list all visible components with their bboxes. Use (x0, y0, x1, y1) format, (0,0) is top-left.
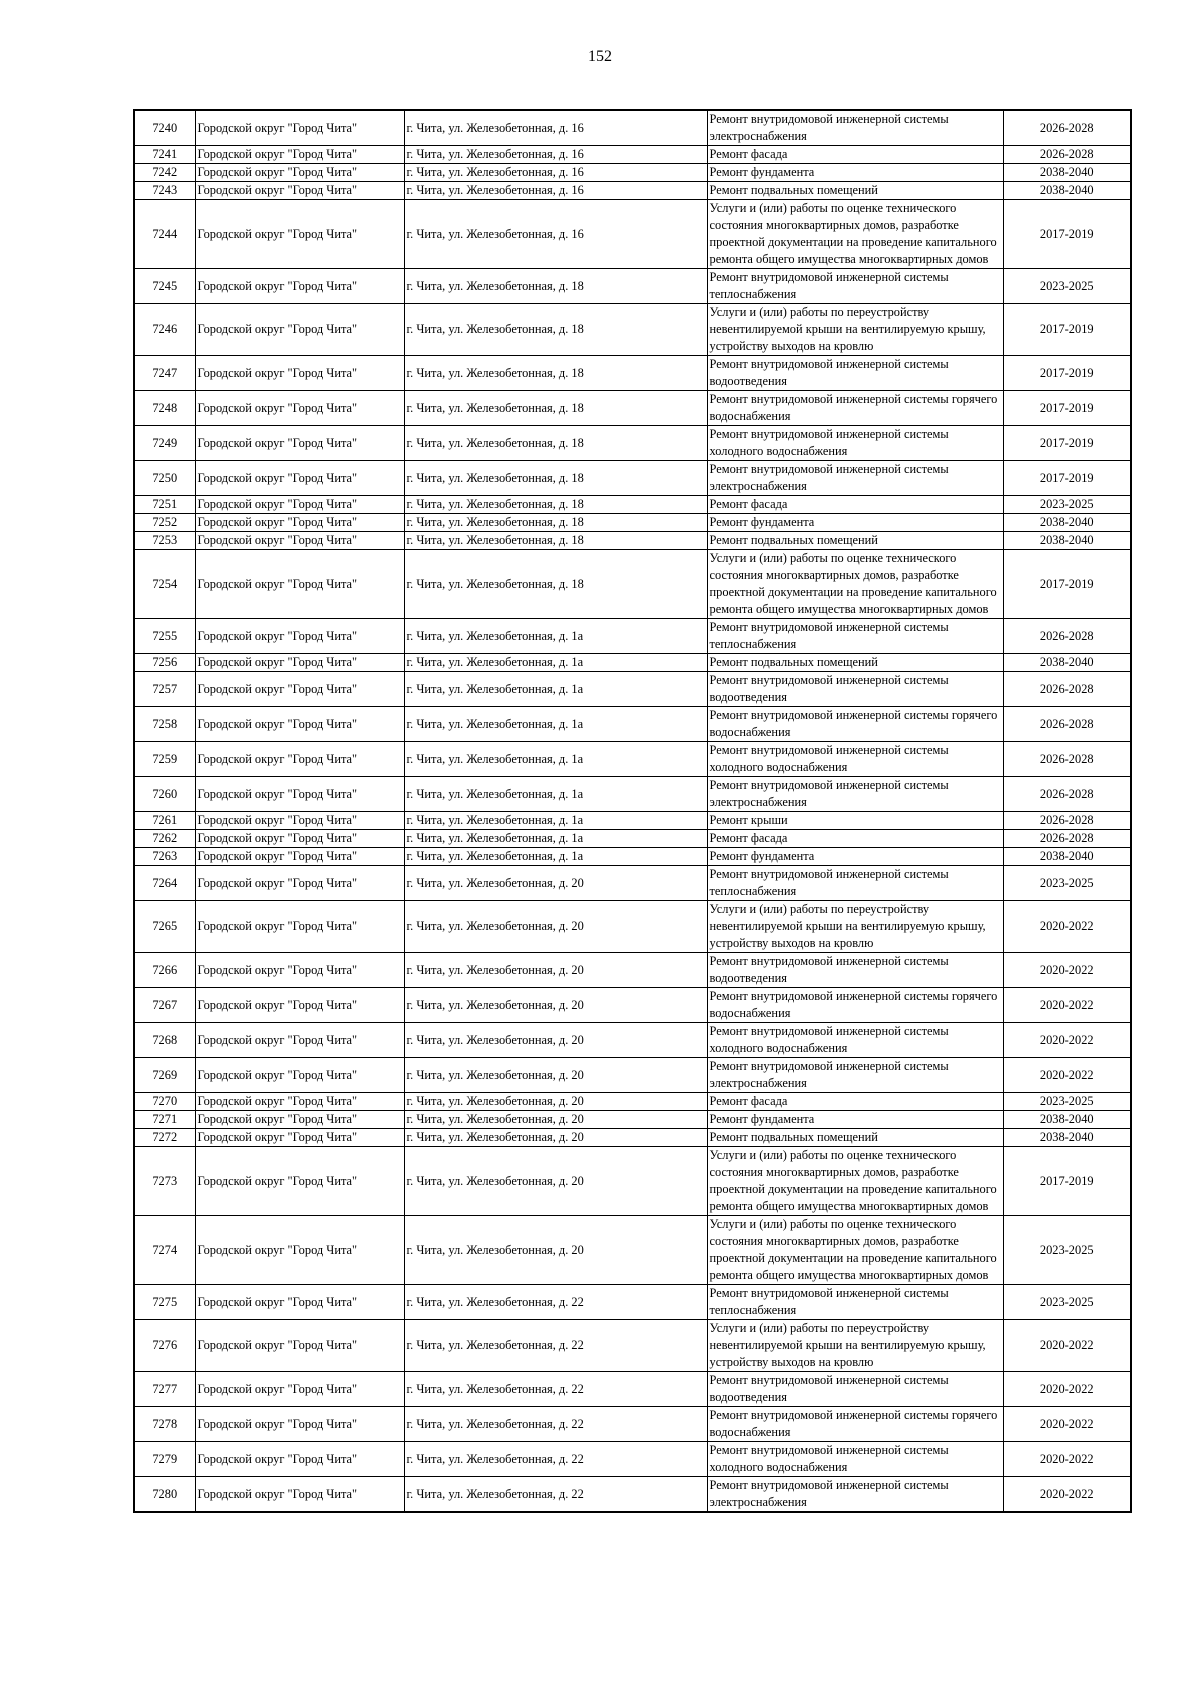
address-cell: г. Чита, ул. Железобетонная, д. 20 (404, 1129, 707, 1147)
table-row (134, 304, 1131, 356)
row-number: 7240 (134, 110, 195, 146)
row-number: 7261 (134, 812, 195, 830)
municipality-cell: Городской округ "Город Чита" (195, 619, 404, 654)
work-type-cell: Услуги и (или) работы по оценке технического состояния многоквартирных домов, разработке проектной документации на проведение капитального ремонта общего имущества многоквартирных домов (707, 1216, 1003, 1285)
address-cell: г. Чита, ул. Железобетонная, д. 20 (404, 1023, 707, 1058)
municipality-cell: Городской округ "Город Чита" (195, 356, 404, 391)
municipality-cell: Городской округ "Город Чита" (195, 1023, 404, 1058)
table-row (134, 146, 1131, 164)
table-row (134, 1111, 1131, 1129)
work-type-cell: Ремонт внутридомовой инженерной системы холодного водоснабжения (707, 742, 1003, 777)
row-number: 7254 (134, 550, 195, 619)
address-cell: г. Чита, ул. Железобетонная, д. 18 (404, 550, 707, 619)
table-row (134, 1093, 1131, 1111)
row-number: 7248 (134, 391, 195, 426)
period-cell: 2020-2022 (1003, 1477, 1131, 1513)
row-number: 7280 (134, 1477, 195, 1513)
address-cell: г. Чита, ул. Железобетонная, д. 20 (404, 901, 707, 953)
table-row (134, 812, 1131, 830)
table-row (134, 1285, 1131, 1320)
municipality-cell: Городской округ "Город Чита" (195, 146, 404, 164)
period-cell: 2038-2040 (1003, 182, 1131, 200)
row-number: 7247 (134, 356, 195, 391)
work-type-cell: Ремонт фундамента (707, 848, 1003, 866)
municipality-cell: Городской округ "Город Чита" (195, 514, 404, 532)
table-row (134, 269, 1131, 304)
period-cell: 2026-2028 (1003, 672, 1131, 707)
address-cell: г. Чита, ул. Железобетонная, д. 22 (404, 1320, 707, 1372)
row-number: 7265 (134, 901, 195, 953)
period-cell: 2017-2019 (1003, 461, 1131, 496)
row-number: 7256 (134, 654, 195, 672)
row-number: 7276 (134, 1320, 195, 1372)
row-number: 7241 (134, 146, 195, 164)
work-type-cell: Ремонт подвальных помещений (707, 532, 1003, 550)
table-row (134, 1147, 1131, 1216)
work-type-cell: Услуги и (или) работы по оценке технического состояния многоквартирных домов, разработке проектной документации на проведение капитального ремонта общего имущества многоквартирных домов (707, 550, 1003, 619)
municipality-cell: Городской округ "Город Чита" (195, 742, 404, 777)
row-number: 7279 (134, 1442, 195, 1477)
period-cell: 2023-2025 (1003, 866, 1131, 901)
table-row (134, 426, 1131, 461)
work-type-cell: Услуги и (или) работы по переустройству невентилируемой крыши на вентилируемую крышу, устройству выходов на кровлю (707, 1320, 1003, 1372)
address-cell: г. Чита, ул. Железобетонная, д. 1а (404, 830, 707, 848)
municipality-cell: Городской округ "Город Чита" (195, 164, 404, 182)
address-cell: г. Чита, ул. Железобетонная, д. 16 (404, 146, 707, 164)
row-number: 7251 (134, 496, 195, 514)
table-row (134, 866, 1131, 901)
row-number: 7273 (134, 1147, 195, 1216)
period-cell: 2020-2022 (1003, 1442, 1131, 1477)
period-cell: 2026-2028 (1003, 619, 1131, 654)
address-cell: г. Чита, ул. Железобетонная, д. 16 (404, 164, 707, 182)
row-number: 7259 (134, 742, 195, 777)
work-type-cell: Ремонт внутридомовой инженерной системы холодного водоснабжения (707, 1023, 1003, 1058)
period-cell: 2023-2025 (1003, 269, 1131, 304)
address-cell: г. Чита, ул. Железобетонная, д. 18 (404, 426, 707, 461)
row-number: 7258 (134, 707, 195, 742)
municipality-cell: Городской округ "Город Чита" (195, 200, 404, 269)
period-cell: 2017-2019 (1003, 200, 1131, 269)
table-row (134, 110, 1131, 146)
address-cell: г. Чита, ул. Железобетонная, д. 1а (404, 812, 707, 830)
address-cell: г. Чита, ул. Железобетонная, д. 20 (404, 1216, 707, 1285)
municipality-cell: Городской округ "Город Чита" (195, 848, 404, 866)
address-cell: г. Чита, ул. Железобетонная, д. 16 (404, 110, 707, 146)
address-cell: г. Чита, ул. Железобетонная, д. 22 (404, 1285, 707, 1320)
work-type-cell: Услуги и (или) работы по оценке технического состояния многоквартирных домов, разработке проектной документации на проведение капитального ремонта общего имущества многоквартирных домов (707, 1147, 1003, 1216)
table-row (134, 1372, 1131, 1407)
address-cell: г. Чита, ул. Железобетонная, д. 20 (404, 953, 707, 988)
municipality-cell: Городской округ "Город Чита" (195, 1147, 404, 1216)
row-number: 7243 (134, 182, 195, 200)
work-type-cell: Ремонт внутридомовой инженерной системы водоотведения (707, 672, 1003, 707)
municipality-cell: Городской округ "Город Чита" (195, 304, 404, 356)
table-row (134, 1023, 1131, 1058)
table-row (134, 619, 1131, 654)
table-row (134, 830, 1131, 848)
table-row (134, 672, 1131, 707)
table-row (134, 182, 1131, 200)
work-type-cell: Ремонт фундамента (707, 514, 1003, 532)
address-cell: г. Чита, ул. Железобетонная, д. 18 (404, 461, 707, 496)
address-cell: г. Чита, ул. Железобетонная, д. 1а (404, 742, 707, 777)
address-cell: г. Чита, ул. Железобетонная, д. 18 (404, 532, 707, 550)
period-cell: 2020-2022 (1003, 1058, 1131, 1093)
municipality-cell: Городской округ "Город Чита" (195, 461, 404, 496)
address-cell: г. Чита, ул. Железобетонная, д. 20 (404, 988, 707, 1023)
period-cell: 2020-2022 (1003, 1320, 1131, 1372)
period-cell: 2020-2022 (1003, 953, 1131, 988)
period-cell: 2023-2025 (1003, 1285, 1131, 1320)
period-cell: 2020-2022 (1003, 1372, 1131, 1407)
period-cell: 2020-2022 (1003, 1023, 1131, 1058)
period-cell: 2023-2025 (1003, 1216, 1131, 1285)
municipality-cell: Городской округ "Город Чита" (195, 532, 404, 550)
municipality-cell: Городской округ "Город Чита" (195, 426, 404, 461)
municipality-cell: Городской округ "Город Чита" (195, 1093, 404, 1111)
address-cell: г. Чита, ул. Железобетонная, д. 20 (404, 866, 707, 901)
work-type-cell: Ремонт подвальных помещений (707, 1129, 1003, 1147)
row-number: 7244 (134, 200, 195, 269)
work-type-cell: Услуги и (или) работы по переустройству невентилируемой крыши на вентилируемую крышу, устройству выходов на кровлю (707, 304, 1003, 356)
row-number: 7262 (134, 830, 195, 848)
period-cell: 2026-2028 (1003, 830, 1131, 848)
municipality-cell: Городской округ "Город Чита" (195, 1111, 404, 1129)
table-row (134, 550, 1131, 619)
municipality-cell: Городской округ "Город Чита" (195, 1320, 404, 1372)
row-number: 7242 (134, 164, 195, 182)
row-number: 7249 (134, 426, 195, 461)
row-number: 7253 (134, 532, 195, 550)
period-cell: 2038-2040 (1003, 514, 1131, 532)
address-cell: г. Чита, ул. Железобетонная, д. 18 (404, 304, 707, 356)
row-number: 7267 (134, 988, 195, 1023)
municipality-cell: Городской округ "Город Чита" (195, 1407, 404, 1442)
municipality-cell: Городской округ "Город Чита" (195, 901, 404, 953)
work-type-cell: Ремонт внутридомовой инженерной системы электроснабжения (707, 1058, 1003, 1093)
period-cell: 2026-2028 (1003, 707, 1131, 742)
work-type-cell: Ремонт внутридомовой инженерной системы теплоснабжения (707, 619, 1003, 654)
municipality-cell: Городской округ "Город Чита" (195, 550, 404, 619)
period-cell: 2017-2019 (1003, 426, 1131, 461)
municipality-cell: Городской округ "Город Чита" (195, 1058, 404, 1093)
period-cell: 2038-2040 (1003, 654, 1131, 672)
work-type-cell: Ремонт внутридомовой инженерной системы водоотведения (707, 953, 1003, 988)
municipality-cell: Городской округ "Город Чита" (195, 830, 404, 848)
work-type-cell: Ремонт внутридомовой инженерной системы холодного водоснабжения (707, 426, 1003, 461)
table-row (134, 461, 1131, 496)
address-cell: г. Чита, ул. Железобетонная, д. 1а (404, 654, 707, 672)
period-cell: 2038-2040 (1003, 1111, 1131, 1129)
table-row (134, 1216, 1131, 1285)
work-type-cell: Услуги и (или) работы по оценке технического состояния многоквартирных домов, разработке проектной документации на проведение капитального ремонта общего имущества многоквартирных домов (707, 200, 1003, 269)
row-number: 7270 (134, 1093, 195, 1111)
row-number: 7252 (134, 514, 195, 532)
row-number: 7272 (134, 1129, 195, 1147)
table-row (134, 1442, 1131, 1477)
period-cell: 2038-2040 (1003, 532, 1131, 550)
work-type-cell: Ремонт внутридомовой инженерной системы теплоснабжения (707, 269, 1003, 304)
table-row (134, 514, 1131, 532)
table-row (134, 1320, 1131, 1372)
period-cell: 2017-2019 (1003, 391, 1131, 426)
address-cell: г. Чита, ул. Железобетонная, д. 1а (404, 707, 707, 742)
period-cell: 2023-2025 (1003, 496, 1131, 514)
address-cell: г. Чита, ул. Железобетонная, д. 18 (404, 496, 707, 514)
address-cell: г. Чита, ул. Железобетонная, д. 1а (404, 777, 707, 812)
work-type-cell: Ремонт внутридомовой инженерной системы электроснабжения (707, 777, 1003, 812)
work-type-cell: Ремонт фасада (707, 146, 1003, 164)
period-cell: 2026-2028 (1003, 146, 1131, 164)
municipality-cell: Городской округ "Город Чита" (195, 1477, 404, 1513)
municipality-cell: Городской округ "Город Чита" (195, 1285, 404, 1320)
address-cell: г. Чита, ул. Железобетонная, д. 16 (404, 182, 707, 200)
table-row (134, 1058, 1131, 1093)
work-type-cell: Ремонт крыши (707, 812, 1003, 830)
address-cell: г. Чита, ул. Железобетонная, д. 22 (404, 1372, 707, 1407)
work-type-cell: Ремонт внутридомовой инженерной системы холодного водоснабжения (707, 1442, 1003, 1477)
row-number: 7277 (134, 1372, 195, 1407)
period-cell: 2017-2019 (1003, 304, 1131, 356)
work-type-cell: Ремонт внутридомовой инженерной системы теплоснабжения (707, 866, 1003, 901)
municipality-cell: Городской округ "Город Чита" (195, 953, 404, 988)
municipality-cell: Городской округ "Город Чита" (195, 1216, 404, 1285)
work-type-cell: Ремонт подвальных помещений (707, 182, 1003, 200)
table-row (134, 988, 1131, 1023)
row-number: 7266 (134, 953, 195, 988)
address-cell: г. Чита, ул. Железобетонная, д. 20 (404, 1058, 707, 1093)
period-cell: 2020-2022 (1003, 988, 1131, 1023)
period-cell: 2026-2028 (1003, 777, 1131, 812)
capital-repair-table (133, 109, 1132, 1513)
table-row (134, 391, 1131, 426)
period-cell: 2026-2028 (1003, 110, 1131, 146)
row-number: 7246 (134, 304, 195, 356)
period-cell: 2026-2028 (1003, 812, 1131, 830)
address-cell: г. Чита, ул. Железобетонная, д. 22 (404, 1442, 707, 1477)
table-row (134, 901, 1131, 953)
row-number: 7268 (134, 1023, 195, 1058)
table-row (134, 200, 1131, 269)
municipality-cell: Городской округ "Город Чита" (195, 496, 404, 514)
work-type-cell: Ремонт внутридомовой инженерной системы электроснабжения (707, 110, 1003, 146)
period-cell: 2020-2022 (1003, 901, 1131, 953)
work-type-cell: Ремонт подвальных помещений (707, 654, 1003, 672)
table-row (134, 707, 1131, 742)
municipality-cell: Городской округ "Город Чита" (195, 391, 404, 426)
table-row (134, 1477, 1131, 1513)
row-number: 7263 (134, 848, 195, 866)
work-type-cell: Ремонт внутридомовой инженерной системы электроснабжения (707, 1477, 1003, 1513)
address-cell: г. Чита, ул. Железобетонная, д. 1а (404, 619, 707, 654)
address-cell: г. Чита, ул. Железобетонная, д. 22 (404, 1407, 707, 1442)
table-row (134, 1129, 1131, 1147)
table-row (134, 848, 1131, 866)
address-cell: г. Чита, ул. Железобетонная, д. 16 (404, 200, 707, 269)
work-type-cell: Услуги и (или) работы по переустройству невентилируемой крыши на вентилируемую крышу, устройству выходов на кровлю (707, 901, 1003, 953)
table-row (134, 164, 1131, 182)
work-type-cell: Ремонт фундамента (707, 164, 1003, 182)
municipality-cell: Городской округ "Город Чита" (195, 988, 404, 1023)
address-cell: г. Чита, ул. Железобетонная, д. 20 (404, 1147, 707, 1216)
period-cell: 2038-2040 (1003, 164, 1131, 182)
work-type-cell: Ремонт фасада (707, 1093, 1003, 1111)
period-cell: 2017-2019 (1003, 356, 1131, 391)
work-type-cell: Ремонт фасада (707, 830, 1003, 848)
address-cell: г. Чита, ул. Железобетонная, д. 1а (404, 672, 707, 707)
address-cell: г. Чита, ул. Железобетонная, д. 20 (404, 1093, 707, 1111)
municipality-cell: Городской округ "Город Чита" (195, 1129, 404, 1147)
work-type-cell: Ремонт внутридомовой инженерной системы водоотведения (707, 356, 1003, 391)
address-cell: г. Чита, ул. Железобетонная, д. 18 (404, 514, 707, 532)
municipality-cell: Городской округ "Город Чита" (195, 110, 404, 146)
table-body (134, 110, 1131, 1512)
work-type-cell: Ремонт внутридомовой инженерной системы горячего водоснабжения (707, 988, 1003, 1023)
address-cell: г. Чита, ул. Железобетонная, д. 1а (404, 848, 707, 866)
work-type-cell: Ремонт внутридомовой инженерной системы теплоснабжения (707, 1285, 1003, 1320)
table-row (134, 1407, 1131, 1442)
municipality-cell: Городской округ "Город Чита" (195, 269, 404, 304)
row-number: 7271 (134, 1111, 195, 1129)
table-row (134, 953, 1131, 988)
row-number: 7269 (134, 1058, 195, 1093)
municipality-cell: Городской округ "Город Чита" (195, 707, 404, 742)
page-number: 152 (588, 48, 612, 65)
row-number: 7250 (134, 461, 195, 496)
work-type-cell: Ремонт внутридомовой инженерной системы горячего водоснабжения (707, 391, 1003, 426)
period-cell: 2038-2040 (1003, 1129, 1131, 1147)
row-number: 7255 (134, 619, 195, 654)
table-row (134, 742, 1131, 777)
row-number: 7257 (134, 672, 195, 707)
work-type-cell: Ремонт внутридомовой инженерной системы электроснабжения (707, 461, 1003, 496)
period-cell: 2026-2028 (1003, 742, 1131, 777)
table-row (134, 777, 1131, 812)
municipality-cell: Городской округ "Город Чита" (195, 182, 404, 200)
address-cell: г. Чита, ул. Железобетонная, д. 18 (404, 391, 707, 426)
row-number: 7275 (134, 1285, 195, 1320)
row-number: 7264 (134, 866, 195, 901)
municipality-cell: Городской округ "Город Чита" (195, 812, 404, 830)
address-cell: г. Чита, ул. Железобетонная, д. 20 (404, 1111, 707, 1129)
period-cell: 2017-2019 (1003, 550, 1131, 619)
work-type-cell: Ремонт фундамента (707, 1111, 1003, 1129)
table-row (134, 356, 1131, 391)
address-cell: г. Чита, ул. Железобетонная, д. 18 (404, 269, 707, 304)
period-cell: 2023-2025 (1003, 1093, 1131, 1111)
municipality-cell: Городской округ "Город Чита" (195, 777, 404, 812)
period-cell: 2020-2022 (1003, 1407, 1131, 1442)
municipality-cell: Городской округ "Город Чита" (195, 866, 404, 901)
work-type-cell: Ремонт фасада (707, 496, 1003, 514)
work-type-cell: Ремонт внутридомовой инженерной системы водоотведения (707, 1372, 1003, 1407)
row-number: 7260 (134, 777, 195, 812)
period-cell: 2017-2019 (1003, 1147, 1131, 1216)
address-cell: г. Чита, ул. Железобетонная, д. 22 (404, 1477, 707, 1513)
table-row (134, 654, 1131, 672)
address-cell: г. Чита, ул. Железобетонная, д. 18 (404, 356, 707, 391)
period-cell: 2038-2040 (1003, 848, 1131, 866)
table-row (134, 532, 1131, 550)
work-type-cell: Ремонт внутридомовой инженерной системы горячего водоснабжения (707, 1407, 1003, 1442)
row-number: 7245 (134, 269, 195, 304)
municipality-cell: Городской округ "Город Чита" (195, 654, 404, 672)
row-number: 7274 (134, 1216, 195, 1285)
work-type-cell: Ремонт внутридомовой инженерной системы горячего водоснабжения (707, 707, 1003, 742)
municipality-cell: Городской округ "Город Чита" (195, 1372, 404, 1407)
row-number: 7278 (134, 1407, 195, 1442)
municipality-cell: Городской округ "Город Чита" (195, 672, 404, 707)
municipality-cell: Городской округ "Город Чита" (195, 1442, 404, 1477)
table-row (134, 496, 1131, 514)
